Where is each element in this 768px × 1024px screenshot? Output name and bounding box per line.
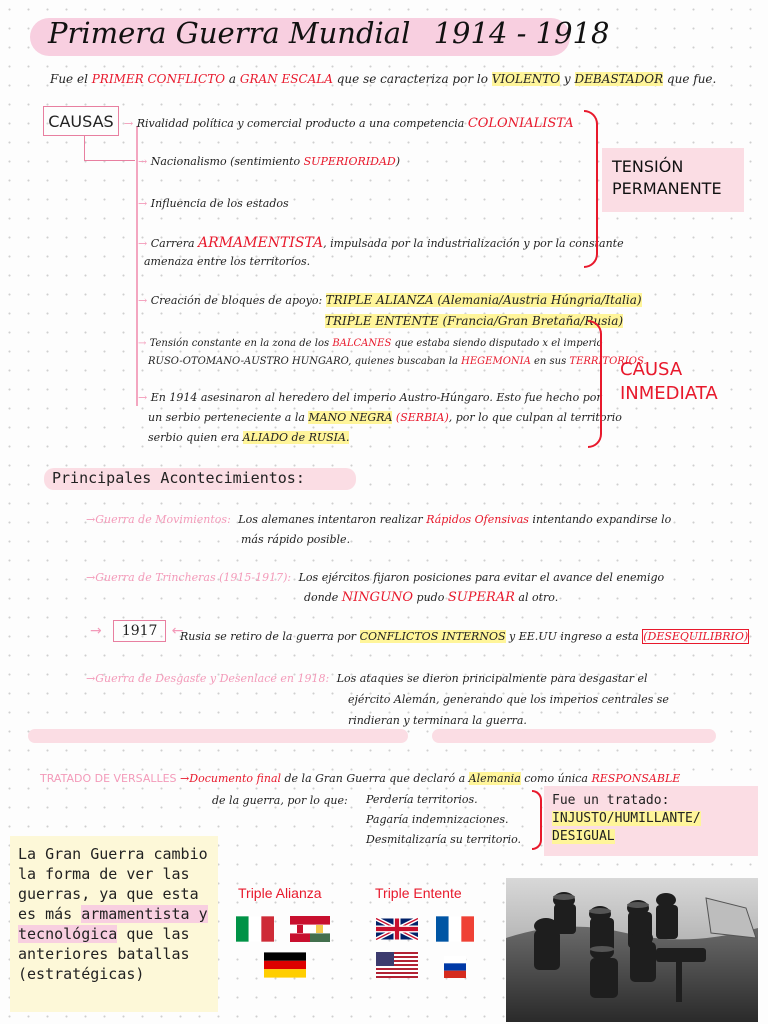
- cause-1: → Rivalidad política y comercial producto a una competencia COLONIALISTA: [124, 116, 574, 131]
- divider-right: [432, 729, 716, 743]
- cause-6: → Tensión constante en la zona de los BALCANES que estaba siendo disputado x el imperio RUSO-OTOMANO-AUSTRO HUNGARO, quienes buscaban la HEGEMONIA en sus TERRITORIOS.: [138, 338, 647, 367]
- soldiers-photo: [506, 878, 758, 1022]
- event-trincheras: →Guerra de Trincheras (1915-1917): Los ejércitos fijaron posiciones para evitar el avance del enemigo donde NINGUNO pudo SUPERAR al otro.: [86, 571, 665, 605]
- cause-4: → Carrera ARMAMENTISTA, impulsada por la industrialización y por la constante amenaza entre los territorios.: [138, 235, 624, 268]
- cause-2: → Nacionalismo (sentimiento SUPERIORIDAD): [138, 155, 401, 168]
- treaty-note: Fue un tratado: INJUSTO/HUMILLANTE/ DESIGUAL: [544, 786, 758, 856]
- triple-entente-label: Triple Entente: [375, 885, 462, 901]
- event-1917-box: → 1917 ←: [90, 620, 183, 642]
- title-years: 1914 - 1918: [433, 16, 610, 50]
- uk-flag-icon: [376, 916, 418, 942]
- page-title: [48, 16, 609, 50]
- treaty-point-3: Desmitalizaría su territorio.: [366, 833, 522, 846]
- treaty-point-2: Pagaría indemnizaciones.: [366, 813, 509, 826]
- cause-7: → En 1914 asesinaron al heredero del imperio Austro-Húngaro. Esto fue hecho por un serbio perteneciente a la MANO NEGRA (SERBIA), por lo que culpan al territorio serbio quien era ALIADO de RUSIA.: [138, 391, 622, 444]
- event-1917: Rusia se retiro de la guerra por CONFLICTOS INTERNOS y EE.UU ingreso a esta (DESEQUILIBRIO): [180, 630, 749, 643]
- causes-label: CAUSAS: [48, 111, 114, 131]
- treaty-bracket: [532, 790, 542, 850]
- causes-connector: [84, 136, 135, 161]
- usa-flag-icon: [376, 952, 418, 978]
- cause-5: → Creación de bloques de apoyo: TRIPLE ALIANZA (Alemania/Austria Húngria/Italia) TRIPLE ENTENTE (Francia/Gran Bretaña/Rusia): [138, 293, 642, 328]
- inmediata-bracket: [588, 320, 602, 448]
- intro-line: Fue el PRIMER CONFLICTO a GRAN ESCALA que se caracteriza por lo VIOLENTO y DEBASTADOR que fue.: [50, 72, 717, 86]
- italy-flag-icon: [236, 916, 274, 942]
- events-heading: Principales Acontecimientos:: [44, 468, 356, 490]
- tension-label: TENSIÓN PERMANENTE: [612, 157, 722, 198]
- title-main: Primera Guerra Mundial: [48, 16, 411, 50]
- treaty-points: [366, 790, 521, 850]
- conclusion-box: La Gran Guerra cambio la forma de ver las guerras, ya que esta es más armamentista y tecnológica que las anteriores batallas (estratégicas): [10, 836, 218, 1012]
- france-flag-icon: [436, 916, 474, 942]
- treaty-label: TRATADO DE VERSALLES: [40, 772, 177, 785]
- tension-bracket: [584, 110, 598, 268]
- tension-box: [602, 148, 744, 212]
- cause-3: → Influencia de los estados: [138, 197, 289, 210]
- event-desgaste: →Guerra de Desgaste y Desenlace en 1918: Los ataques se dieron principalmente para desgastar el ejército Alemán, generando que los imperios centrales se rindieran y terminara la guerra.: [86, 672, 669, 727]
- treaty-point-1: Perdería territorios.: [366, 793, 478, 806]
- causes-label-box: [43, 106, 119, 136]
- germany-flag-icon: [264, 952, 306, 978]
- russia-flag-icon: [436, 956, 474, 978]
- triple-alianza-label: Triple Alianza: [238, 885, 322, 901]
- year-1917: 1917: [113, 620, 167, 642]
- inmediata-label: CAUSA INMEDIATA: [620, 359, 718, 404]
- divider-left: [28, 729, 408, 743]
- treaty-line: TRATADO DE VERSALLES →Documento final de la Gran Guerra que declaró a Alemania como única RESPONSABLE de la guerra, por lo que:: [40, 772, 681, 807]
- austria-hungary-flag-icon: [290, 916, 330, 942]
- event-movimientos: →Guerra de Movimientos: Los alemanes intentaron realizar Rápidos Ofensivas intentando expandirse lo más rápido posible.: [86, 513, 672, 546]
